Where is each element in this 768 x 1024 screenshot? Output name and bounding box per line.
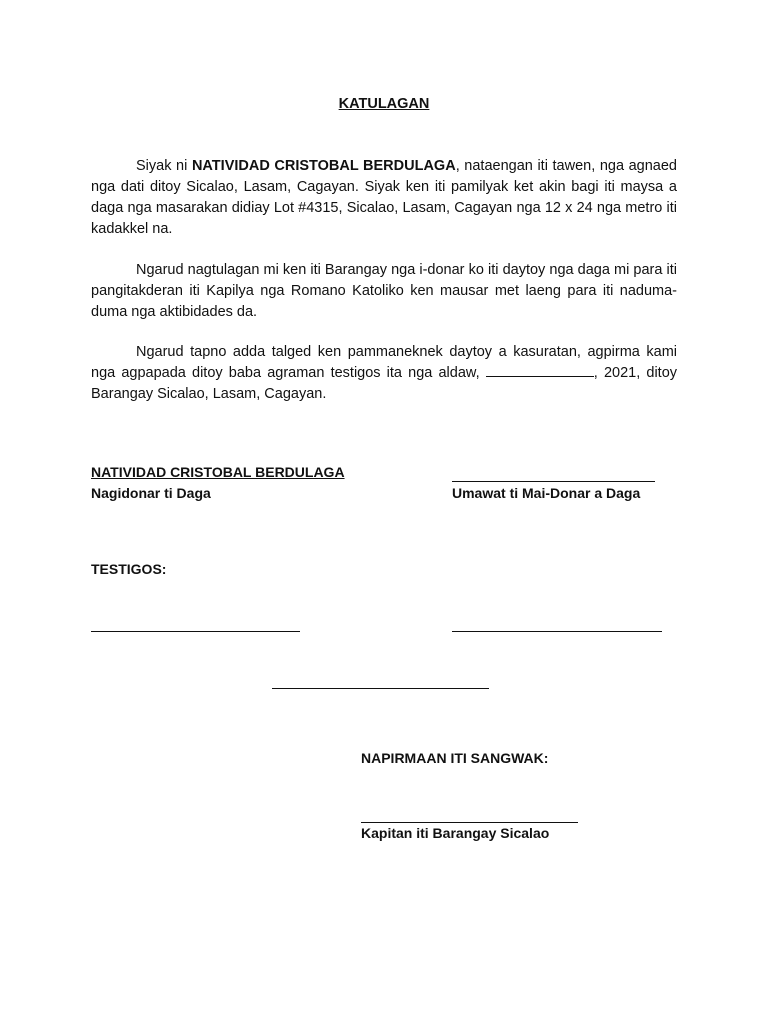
donor-role-label: Nagidonar ti Daga xyxy=(91,485,211,501)
donor-name-inline: NATIVIDAD CRISTOBAL BERDULAGA xyxy=(191,158,456,174)
captain-signature-line xyxy=(361,822,578,823)
recipient-role-label: Umawat ti Mai-Donar a Daga xyxy=(452,485,641,501)
recipient-signature-line xyxy=(452,481,655,482)
paragraph1-rest: , nataengan iti tawen, nga agnaed nga dati ditoy Sicalao, Lasam, Cagayan. Siyak ken iti pamilyak ket akin bagi iti maysa a daga nga masarakan didiay Lot #4315, Sicalao, Lasam, Cagayan nga 12 x 24 nga metro iti kadakkel na. xyxy=(91,158,677,237)
paragraph-donation-agreement: Ngarud nagtulagan mi ken iti Barangay nga i-donar ko iti daytoy nga daga mi para iti pangitakderan iti Kapilya nga Romano Katoliko ken mausar met laeng para iti naduma-duma nga aktibidades da. xyxy=(91,262,677,320)
document-title: KATULAGAN xyxy=(338,96,430,112)
paragraph1-lead: Siyak ni xyxy=(136,158,192,174)
donor-name-signature: NATIVIDAD CRISTOBAL BERDULAGA xyxy=(91,464,345,480)
witness-signature-line-1 xyxy=(91,631,300,632)
witness-signature-line-3 xyxy=(272,688,489,689)
attested-label: NAPIRMAAN ITI SANGWAK: xyxy=(361,750,549,766)
paragraph-donor-statement xyxy=(91,156,677,240)
witness-signature-line-2 xyxy=(452,631,662,632)
captain-role-label: Kapitan iti Barangay Sicalao xyxy=(361,825,550,841)
date-blank-line xyxy=(486,364,594,377)
paragraph3-after-blank: , 2021, ditoy Barangay Sicalao, Lasam, Cagayan. xyxy=(91,365,678,402)
paragraph3-before-blank: Ngarud tapno adda talged ken pammaneknek daytoy a kasuratan, agpirma kami nga agpapada ditoy baba agraman testigos ita nga aldaw, xyxy=(91,344,677,381)
witnesses-label: TESTIGOS: xyxy=(91,561,167,577)
paragraph-signing-statement xyxy=(91,342,677,405)
